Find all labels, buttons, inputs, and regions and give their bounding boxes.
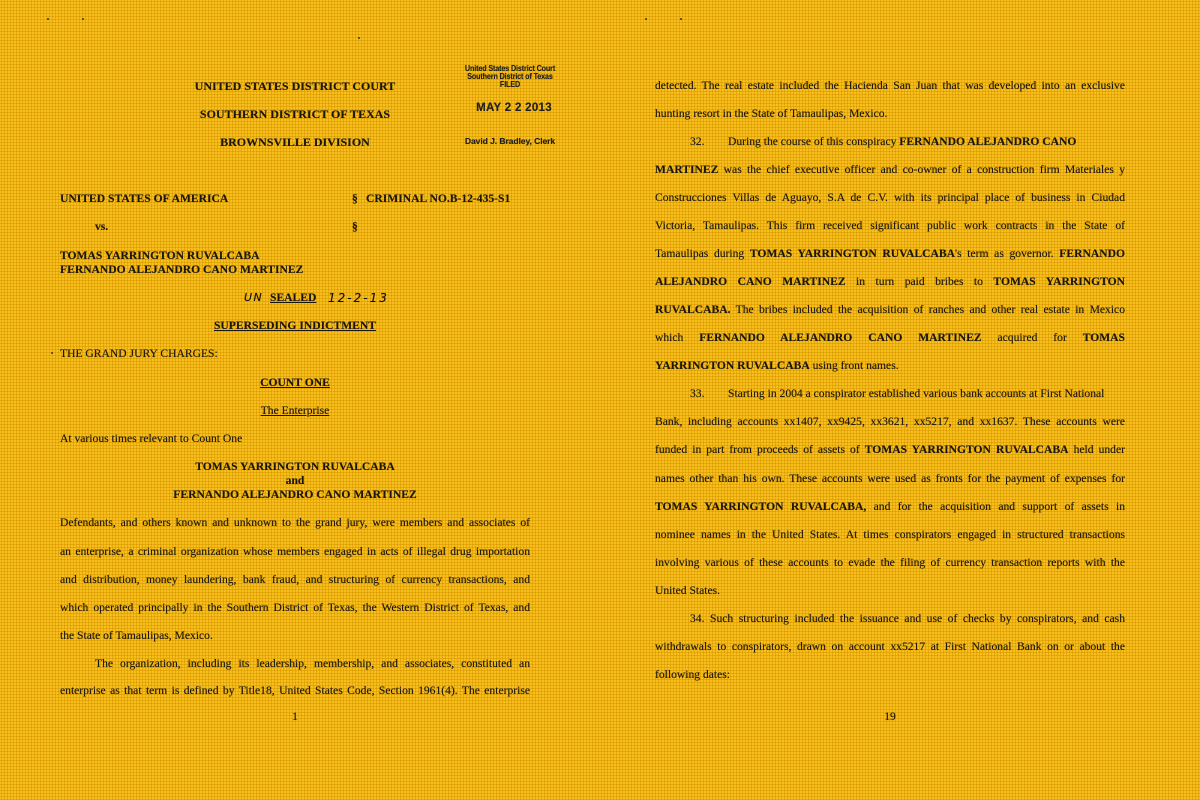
caption-defendant: FERNANDO ALEJANDRO CANO MARTINEZ xyxy=(60,263,304,276)
defendant-name: TOMAS YARRINGTON RUVALCABA, xyxy=(655,500,867,513)
plaintiff: UNITED STATES OF AMERICA xyxy=(60,192,229,205)
text-run: 34. Such structuring included the issuance and use of checks by conspirators, and cash xyxy=(690,612,1125,625)
body-line xyxy=(655,219,1125,233)
text-run: The bribes included the acquisition of ranches and other real estate in Mexico xyxy=(730,303,1125,316)
sealed-label: SEALED xyxy=(270,291,317,304)
stamp-district: Southern District of Texas xyxy=(467,72,553,81)
defendant-conjunction: and xyxy=(285,474,305,487)
paragraph-start-line xyxy=(690,135,1125,149)
text-run: funded in part from proceeds of assets of xyxy=(655,443,865,456)
court-name: UNITED STATES DISTRICT COURT xyxy=(194,79,396,93)
handwritten-date: 12-2-13 xyxy=(328,291,389,305)
text-run: During the course of this conspiracy xyxy=(728,135,900,148)
body-line xyxy=(655,247,1125,261)
body-line: which operated principally in the Southern District of Texas, the Western District of Texas, and xyxy=(60,601,530,614)
body-line: enterprise as that term is defined by Title18, United States Code, Section 1961(4). The enterprise xyxy=(60,684,530,697)
body-line xyxy=(655,584,1125,598)
text-run: nominee names in the United States. At times conspirators engaged in structured transactions xyxy=(655,528,1125,541)
indictment-page-19 xyxy=(600,0,1200,800)
document-title: SUPERSEDING INDICTMENT xyxy=(213,319,377,332)
section-heading: The Enterprise xyxy=(260,404,330,417)
court-district: SOUTHERN DISTRICT OF TEXAS xyxy=(199,107,391,121)
body-line xyxy=(655,415,1125,429)
body-line xyxy=(655,331,1125,345)
handwritten-un: UN xyxy=(244,291,264,304)
page-number: 1 xyxy=(292,710,298,723)
defendant-name: TOMAS YARRINGTON RUVALCABA xyxy=(864,443,1069,456)
body-line xyxy=(655,191,1125,205)
defendant-name: MARTINEZ xyxy=(655,163,719,176)
body-line: the State of Tamaulipas, Mexico. xyxy=(60,629,213,642)
defendant-name: FERNANDO xyxy=(1059,247,1125,260)
stamp-status: FILED xyxy=(499,80,521,89)
body-line xyxy=(655,500,1125,514)
count-heading: COUNT ONE xyxy=(260,376,330,389)
document-title-line xyxy=(60,319,530,333)
caption-versus-line xyxy=(60,220,530,234)
case-number: CRIMINAL NO.B-12-435-S1 xyxy=(366,192,511,205)
text-run: Bank, including accounts xx1407, xx9425, xx3621, xx5217, and xx1637. These accounts were xyxy=(655,415,1125,428)
text-run: involving various of these accounts to evade the filing of currency transaction reports with the xyxy=(655,556,1125,569)
section-mark: § xyxy=(352,220,358,233)
text-run: names other than his own. These accounts were used as fronts for the payment of expenses for xyxy=(655,472,1125,485)
body-line xyxy=(655,668,1125,682)
section-mark: § xyxy=(352,192,358,205)
text-run: following dates: xyxy=(655,668,731,681)
defendant-name: FERNANDO ALEJANDRO CANO MARTINEZ xyxy=(699,331,982,344)
filed-stamp xyxy=(450,62,570,154)
body-line xyxy=(655,556,1125,570)
seal-status xyxy=(60,291,530,305)
defendant-name: TOMAS YARRINGTON RUVALCABA xyxy=(749,247,955,260)
defendant-name: RUVALCABA. xyxy=(655,303,731,316)
text-run: Starting in 2004 a conspirator established various bank accounts at First National xyxy=(728,387,1105,400)
defendant-name: YARRINGTON RUVALCABA xyxy=(655,359,810,372)
text-run: Tamaulipas during xyxy=(655,247,750,260)
court-division: BROWNSVILLE DIVISION xyxy=(220,135,370,149)
count-heading-line xyxy=(60,376,530,390)
paragraph-start-line xyxy=(690,612,1125,626)
body-line xyxy=(655,275,1125,289)
body-line xyxy=(655,359,1125,373)
body-line xyxy=(655,303,1125,317)
body-line: and distribution, money laundering, bank fraud, and structuring of currency transactions, and xyxy=(60,573,530,586)
caption-line xyxy=(60,192,530,206)
grand-jury-intro: THE GRAND JURY CHARGES: xyxy=(60,347,218,360)
paragraph-start-line xyxy=(690,387,1125,401)
body-line: an enterprise, a criminal organization whose members engaged in acts of illegal drug importation xyxy=(60,545,530,558)
defendant-name: ALEJANDRO CANO MARTINEZ xyxy=(655,275,846,288)
body-line xyxy=(655,79,1125,93)
text-run: Construcciones Villas de Aguayo, S.A de C.V. with its principal place of business in Ciudad xyxy=(655,191,1125,204)
body-line: The organization, including its leadership, membership, and associates, constituted an xyxy=(95,657,530,670)
text-run: and for the acquisition and support of assets in xyxy=(866,500,1125,513)
text-run: acquired for xyxy=(981,331,1083,344)
stamp-court: United States District Court xyxy=(464,64,556,73)
text-run: hunting resort in the State of Tamaulipas, Mexico. xyxy=(655,107,888,120)
defendant-name: TOMAS YARRINGTON RUVALCABA xyxy=(195,460,395,473)
defendant-name: FERNANDO ALEJANDRO CANO MARTINEZ xyxy=(173,488,417,501)
text-run: Victoria, Tamaulipas. This firm received significant public work contracts in the State of xyxy=(655,219,1125,232)
section-heading-line xyxy=(60,404,530,418)
defendant-name: FERNANDO ALEJANDRO CANO xyxy=(899,135,1077,148)
paragraph-number: 33. xyxy=(690,387,705,400)
paragraph-number: 32. xyxy=(690,135,705,148)
versus: vs. xyxy=(95,220,109,233)
body-line xyxy=(655,107,1125,121)
stamp-date: MAY 2 2 2013 xyxy=(476,102,552,114)
stamp-clerk: David J. Bradley, Clerk xyxy=(464,136,556,146)
body-line xyxy=(655,163,1125,177)
text-run: held under xyxy=(1068,443,1125,456)
caption-defendant: TOMAS YARRINGTON RUVALCABA xyxy=(60,249,260,262)
body-line xyxy=(655,472,1125,486)
body-line xyxy=(655,443,1125,457)
text-run: 's term as governor. xyxy=(954,247,1060,260)
text-run: was the chief executive officer and co-owner of a construction firm Materiales y xyxy=(718,163,1125,176)
text-run: using front names. xyxy=(809,359,899,372)
text-run: in turn paid bribes to xyxy=(845,275,994,288)
text-run: United States. xyxy=(655,584,721,597)
body-line xyxy=(655,528,1125,542)
text-run: which xyxy=(655,331,700,344)
text-run: withdrawals to conspirators, drawn on account xx5217 at First National Bank on or about the xyxy=(655,640,1125,653)
text-run: detected. The real estate included the Hacienda San Juan that was developed into an exclusive xyxy=(655,79,1125,92)
time-reference: At various times relevant to Count One xyxy=(60,432,243,445)
defendant-name: TOMAS xyxy=(1082,331,1126,344)
body-line xyxy=(655,640,1125,654)
defendant-name: TOMAS YARRINGTON xyxy=(993,275,1126,288)
page-number: 19 xyxy=(884,710,896,723)
body-line: Defendants, and others known and unknown to the grand jury, were members and associates of xyxy=(60,516,530,529)
